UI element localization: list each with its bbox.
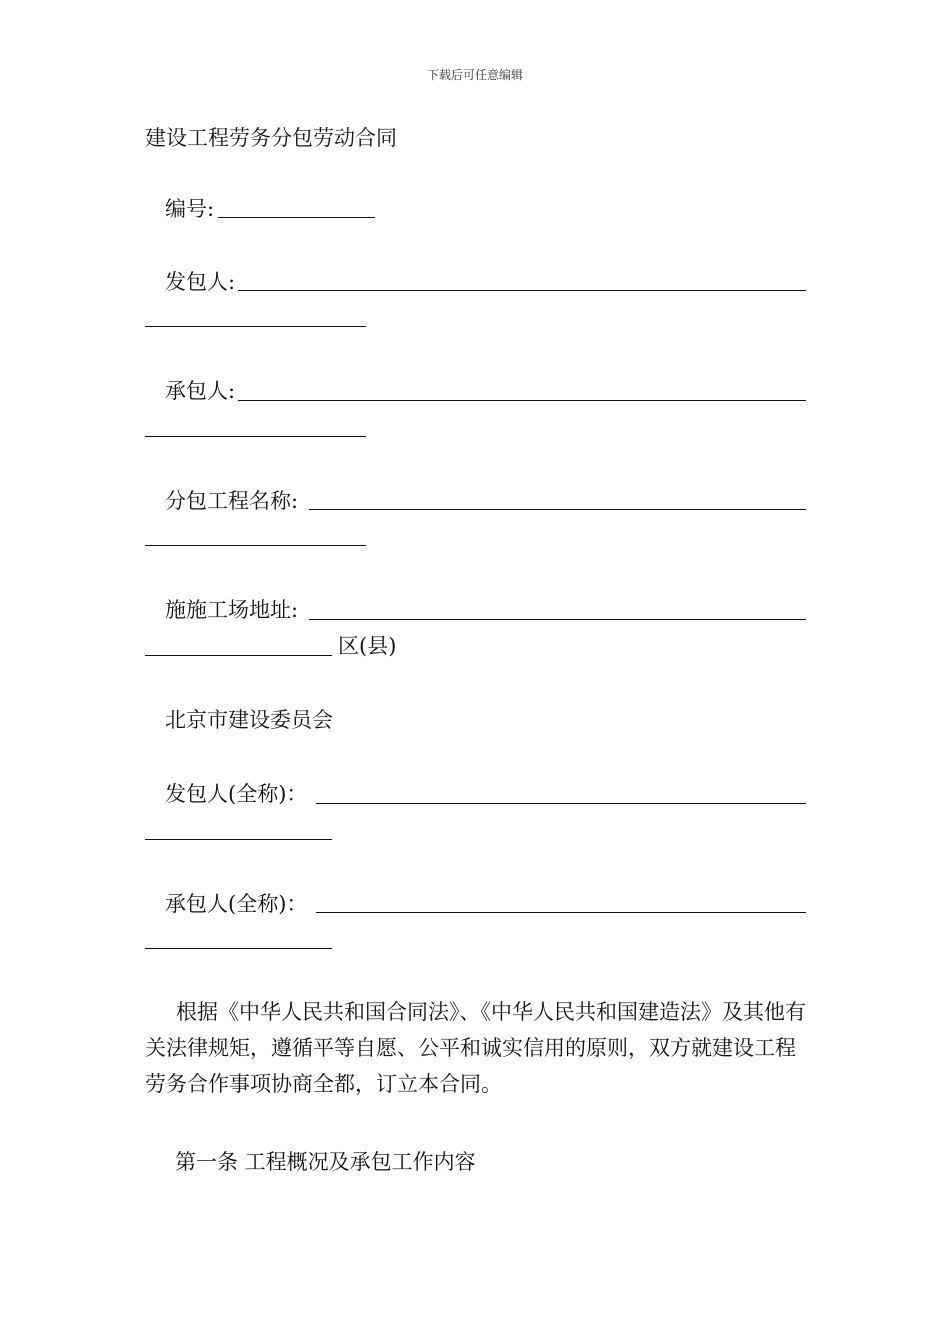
document-title: 建设工程劳务分包劳动合同 [145, 126, 397, 150]
number-blank[interactable] [218, 217, 375, 218]
contractor-blank-continued[interactable] [145, 326, 366, 327]
subcontractor-label: 承包人: [165, 379, 236, 403]
project-name-blank-continued[interactable] [145, 545, 366, 546]
project-name-blank[interactable] [309, 509, 806, 510]
project-name-label: 分包工程名称: [165, 489, 299, 513]
site-address-blank[interactable] [309, 619, 806, 620]
page-header: 下载后可任意编辑 [426, 68, 523, 82]
preamble-paragraph: 根据《中华人民共和国合同法》、《中华人民共和国建造法》及其他有关法律规矩，遵循平等自愿、公平和诚实信用的原则，双方就建设工程劳务合作事项协商全都，订立本合同。 [145, 1000, 806, 1096]
issuer: 北京市建设委员会 [165, 708, 333, 732]
site-address-label: 施施工场地址: [165, 598, 299, 622]
article-1-heading: 第一条 工程概况及承包工作内容 [175, 1150, 476, 1174]
contractor-full-label: 发包人(全称)： [165, 782, 308, 806]
subcontractor-full-blank[interactable] [316, 912, 806, 913]
contractor-full-blank-continued[interactable] [145, 839, 332, 840]
district-suffix: 区(县) [338, 634, 397, 658]
subcontractor-full-label: 承包人(全称)： [165, 892, 308, 916]
subcontractor-blank[interactable] [238, 400, 806, 401]
number-label: 编号: [165, 197, 215, 221]
contractor-label: 发包人: [165, 270, 236, 294]
subcontractor-full-blank-continued[interactable] [145, 948, 332, 949]
district-blank[interactable] [145, 655, 332, 656]
subcontractor-blank-continued[interactable] [145, 436, 366, 437]
contractor-full-blank[interactable] [316, 803, 806, 804]
contractor-blank[interactable] [238, 290, 806, 291]
